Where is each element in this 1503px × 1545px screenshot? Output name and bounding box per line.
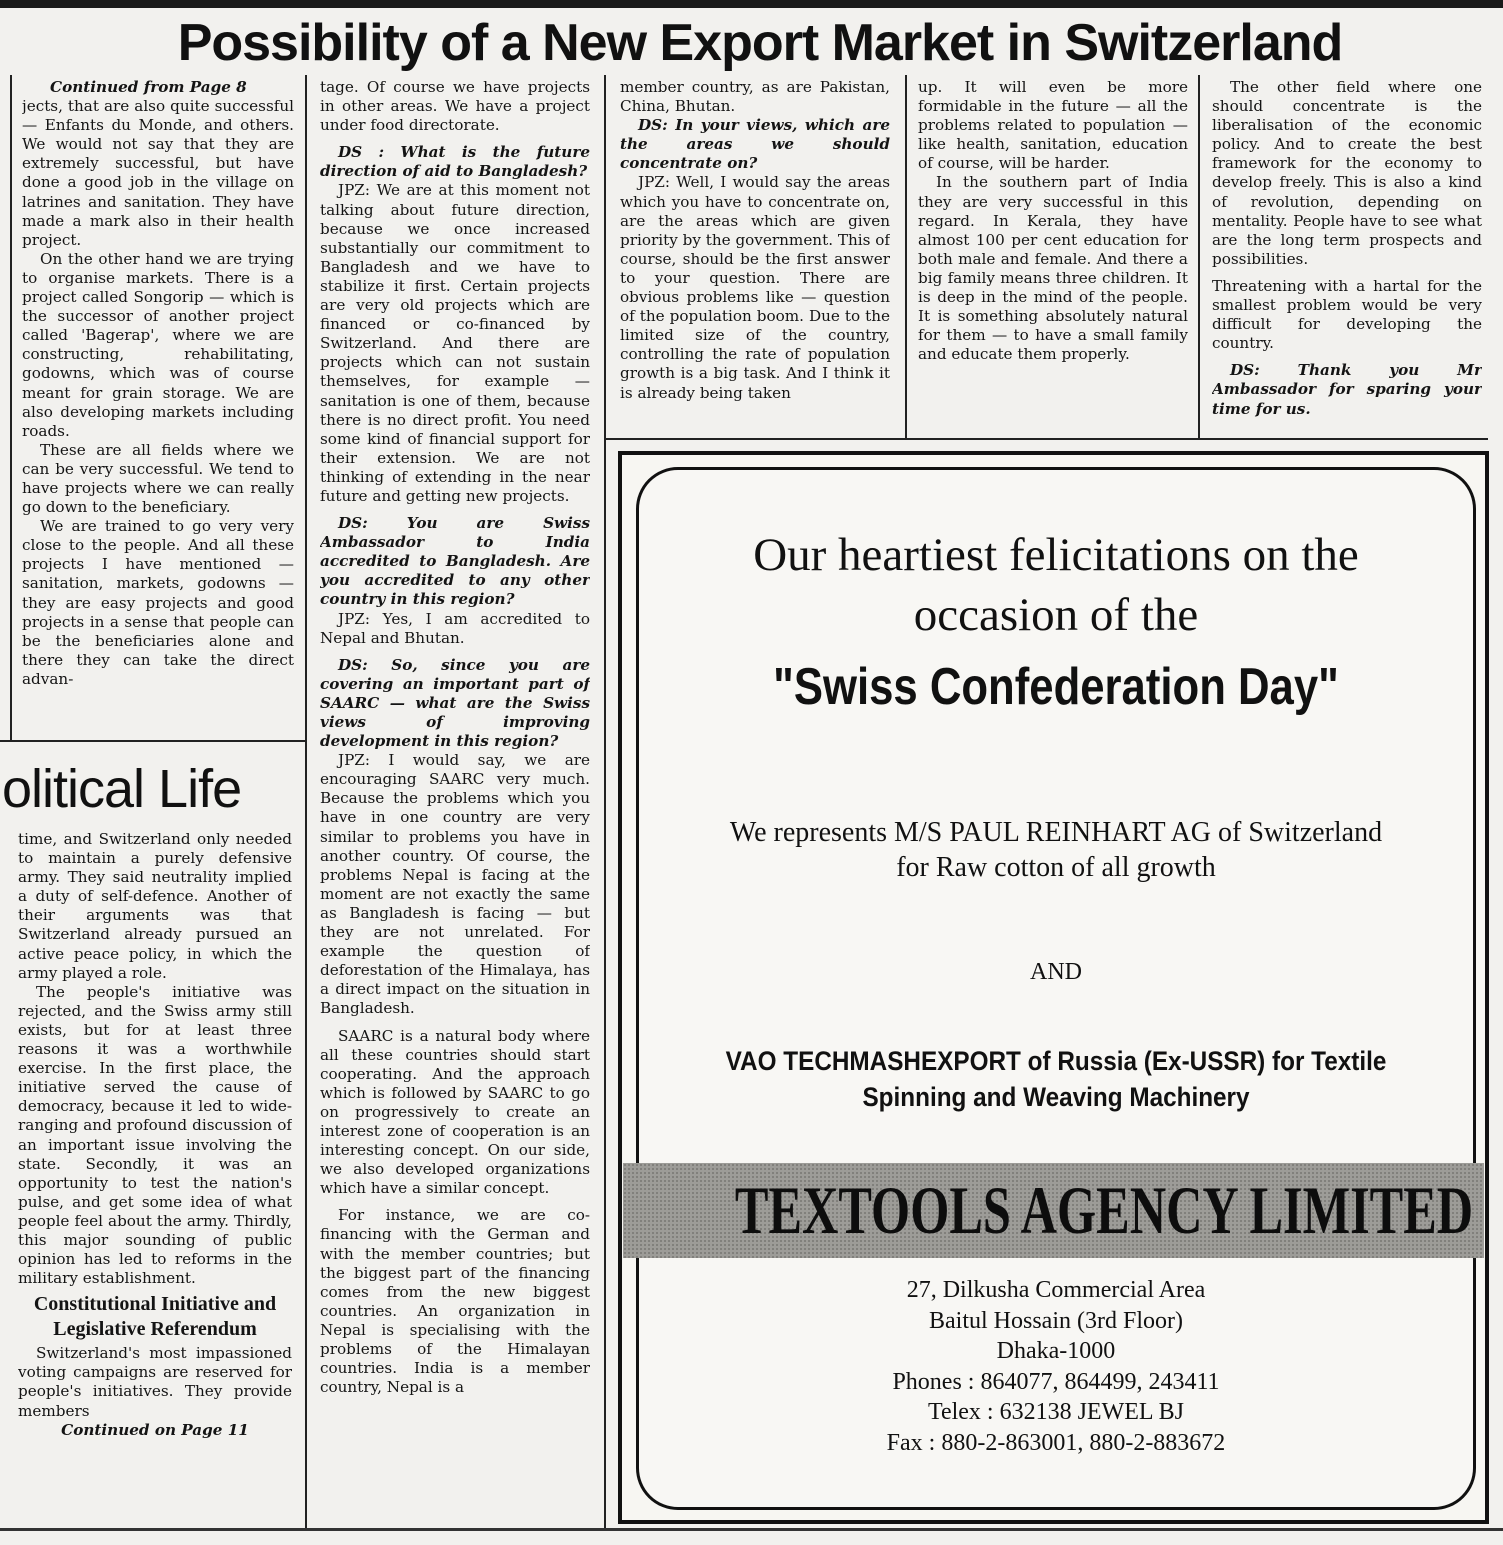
paragraph: Threatening with a hartal for the smallest problem would be very difficult for developing the country. <box>1212 276 1482 353</box>
column-rule-3 <box>905 75 907 440</box>
paragraph: member country, as are Pakistan, China, Bhutan. <box>620 78 890 116</box>
paragraph: In the southern part of India they are very successful in this regard. In Kerala, they have almost 100 per cent education for both male and female. And there a big family means three children. It is deep in the mind of the people. It is something absolutely natural for them — to have a small family and educate them properly. <box>918 173 1188 364</box>
closing-remark: DS: Thank you Mr Ambassador for sparing your time for us. <box>1212 361 1482 418</box>
section-rule-ad <box>604 438 1488 440</box>
telex-line: Telex : 632138 JEWEL BJ <box>927 1399 1185 1425</box>
paragraph: jects, that are also quite successful — Enfants du Monde, and others. We would not say that they are extremely successful, but have done a good job in the village on latrines and sanitation. They have made a mark also in their health project. <box>22 97 294 249</box>
paragraph: Switzerland's most impassioned voting campaigns are reserved for people's initiatives. They provide members <box>18 1344 292 1420</box>
question: DS: So, since you are covering an important part of SAARC — what are the Swiss views of improving development in this region? <box>320 655 590 751</box>
subheading: Constitutional Initiative and Legislative Referendum <box>33 1293 277 1341</box>
bottom-rule <box>0 1528 1503 1531</box>
ad-and: AND <box>1030 959 1082 985</box>
continued-from-note: Continued from Page 8 <box>50 78 247 96</box>
article-headline: Possibility of a New Export Market in Switzerland <box>177 14 1343 72</box>
answer: JPZ: Yes, I am accredited to Nepal and Bhutan. <box>320 609 590 647</box>
answer: JPZ: Well, I would say the areas which you have to concentrate on, are the areas which are given priority by the government. This of course, should be the first answer to your question. There are obvious problems like — question of the population boom. Due to the limited size of the country, controlling the rate of population growth is a big task. And I think it is already being taken <box>620 173 890 402</box>
column-rule-left <box>10 75 12 740</box>
paragraph: For instance, we are co-financing with the German and with the member countries; but the biggest part of the financing comes from the new biggest countries. An organization in Nepal is specialising with the problems of the Himalayan countries. India is a member country, Nepal is a <box>320 1206 590 1397</box>
ad-representation-line: We represents M/S PAUL REINHART AG of Switzerland <box>729 817 1383 848</box>
column-rule-4 <box>1198 75 1200 440</box>
paragraph: up. It will even be more formidable in the future — all the problems related to population — like health, sanitation, education of course, will be harder. <box>918 78 1188 173</box>
article-column-1 <box>22 78 294 738</box>
question: DS: In your views, which are the areas we should concentrate on? <box>620 116 890 173</box>
ad-second-principal-line: VAO TECHMASHEXPORT of Russia (Ex-USSR) for Textile <box>725 1046 1387 1076</box>
company-address <box>636 1275 1476 1458</box>
ad-event-title: "Swiss Confederation Day" <box>773 658 1339 716</box>
column-rule-1 <box>305 75 307 1528</box>
address-line: Dhaka-1000 <box>996 1338 1116 1364</box>
ad-felicitations <box>636 525 1476 645</box>
article-column-4 <box>918 78 1188 436</box>
fax-line: Fax : 880-2-863001, 880-2-883672 <box>886 1429 1226 1456</box>
ad-representation-line: for Raw cotton of all growth <box>896 852 1216 883</box>
address-line: Baitul Hossain (3rd Floor) <box>929 1307 1183 1334</box>
article-column-3 <box>620 78 890 436</box>
paragraph: time, and Switzerland only needed to maintain a purely defensive army. They said neutrality implied a duty of self-defence. Another of their arguments was that Switzerland already pursued an active peace policy, in which the army played a role. <box>18 830 292 982</box>
address-line: 27, Dilkusha Commercial Area <box>906 1277 1206 1303</box>
ad-felicitations-line: occasion of the <box>913 589 1199 641</box>
company-name: TEXTOOLS AGENCY LIMITED <box>734 1172 1474 1248</box>
paragraph: tage. Of course we have projects in other areas. We have a project under food directorate. <box>320 78 590 135</box>
question: DS: You are Swiss Ambassador to India accredited to Bangladesh. Are you accredited to any other country in this region? <box>320 514 590 609</box>
phone-line: Phones : 864077, 864499, 243411 <box>892 1368 1220 1395</box>
paragraph: The other field where one should concentrate is the liberalisation of the economic policy. And to create the best framework for the economy to develop freely. This is also a kind of revolution, depending on mentality. People have to see what are the long term prospects and possibilities. <box>1212 78 1482 268</box>
ad-second-principal-line: Spinning and Weaving Machinery <box>862 1082 1250 1112</box>
paragraph: These are all fields where we can be very successful. We tend to have projects where we can really go down to the beneficiary. <box>22 440 294 517</box>
article-column-5 <box>1212 78 1482 436</box>
question: DS : What is the future direction of aid to Bangladesh? <box>320 143 590 181</box>
paragraph: On the other hand we are trying to organise markets. There is a project called Songorip — which is the successor of another project called 'Bagerap', where we are constructing, rehabilitating, godowns, which was of course meant for grain storage. We are also developing markets including roads. <box>22 249 294 440</box>
continued-on-note: Continued on Page 11 <box>61 1420 249 1439</box>
answer: JPZ: We are at this moment not talking about future direction, because we once increased substantially our commitment to Bangladesh and we have to stabilize it first. Certain projects are very old projects which are financed or co-financed by Switzerland. And there are projects which can not sustain themselves, for example — sanitation is one of them, because there is no direct profit. You need some kind of financial support for their extension. We are not thinking of extending in the near future and getting new projects. <box>320 181 590 505</box>
article-column-2 <box>320 78 590 1523</box>
top-rule <box>0 0 1503 8</box>
answer: JPZ: I would say, we are encouraging SAARC very much. Because the problems which you have in one country are very similar to problems you have in another country. Of course, the problems Nepal is facing at the moment are not exactly the same as Bangladesh is facing — but they are not unrelated. For example the question of deforestation of the Himalaya, has a direct impact on the situation in Bangladesh. <box>320 751 590 1018</box>
paragraph: The people's initiative was rejected, and the Swiss army still exists, but for at least three reasons it was a worthwhile exercise. In the first place, the initiative served the cause of democracy, because it led to wide-ranging and profound discussion of an important issue involving the state. Secondly, it was an opportunity to test the nation's pulse, and get some idea of what people feel about the army. Thirdly, this major sounding of public opinion has led to reforms in the military establishment. <box>18 982 292 1288</box>
paragraph: SAARC is a natural body where all these countries should start cooperating. And the approach which is followed by SAARC to go on progressively to create an interest zone of cooperation is an interesting concept. On our side, we also developed organizations which have a similar concept. <box>320 1026 590 1198</box>
ad-representation <box>636 815 1476 885</box>
paragraph: We are trained to go very very close to the people. And all these projects I have mentioned — sanitation, markets, godowns — they are easy projects and good projects in a sense that people can be the beneficiaries alone and there they can take the direct advan- <box>22 517 294 688</box>
political-life-column <box>18 830 292 1522</box>
section-rule-political <box>0 740 306 742</box>
column-rule-2 <box>604 75 606 1528</box>
section-headline-political-life: olitical Life <box>2 759 242 819</box>
ad-felicitations-line: Our heartiest felicitations on the <box>753 529 1359 581</box>
ad-second-principal <box>678 1043 1434 1115</box>
